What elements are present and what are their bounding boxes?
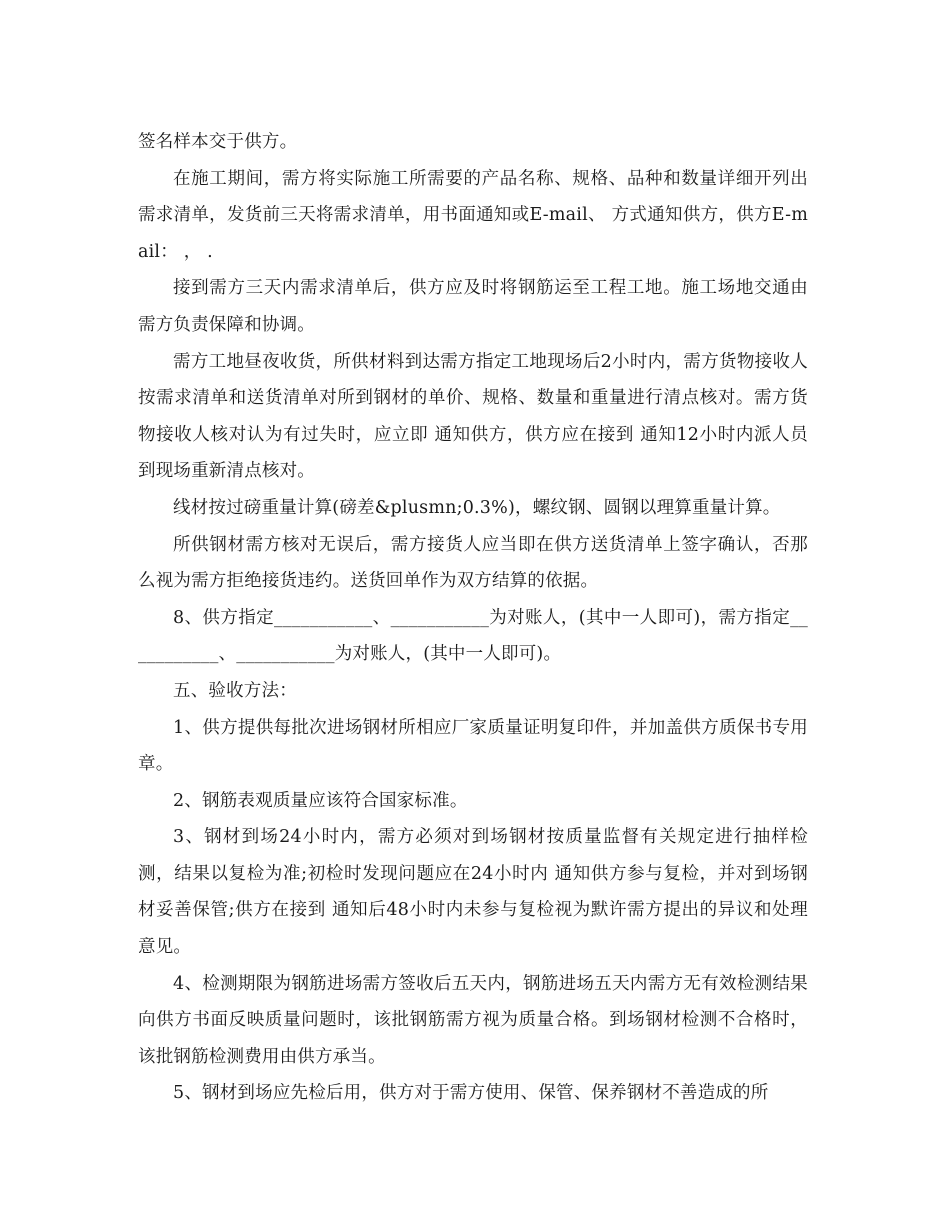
paragraph-acceptance-3: 3、钢材到场24小时内，需方必须对到场钢材按质量监督有关规定进行抽样检测，结果以复检为准;初检时发现问题应在24小时内 通知供方参与复检，并对到场钢材妥善保管;供方在接到 通知后48小时内未参与复检视为默许需方提出的异议和处理意见。: [138, 827, 808, 958]
paragraph-acceptance-1: 1、供方提供每批次进场钢材所相应厂家质量证明复印件，并加盖供方质保书专用章。: [138, 717, 808, 775]
paragraph-acceptance-5: 5、钢材到场应先检后用，供方对于需方使用、保管、保养钢材不善造成的所: [173, 1083, 769, 1104]
paragraph-confirmation: 所供钢材需方核对无误后，需方接货人应当即在供方送货清单上签字确认，否那么视为需方拒绝接货违约。送货回单作为双方结算的依据。: [138, 534, 808, 592]
document-body: [138, 124, 808, 1112]
paragraph-acceptance-2: 2、钢筋表观质量应该符合国家标准。: [173, 790, 468, 811]
paragraph-construction-period: 在施工期间，需方将实际施工所需要的产品名称、规格、品种和数量详细开列出需求清单，发货前三天将需求清单，用书面通知或E-mail、 方式通知供方，供方E-mail： ， .: [138, 168, 808, 262]
paragraph-reconciliation-persons: 8、供方指定___________、___________为对账人，(其中一人即可)，需方指定___________、___________为对账人，(其中一人即可)。: [138, 607, 808, 665]
paragraph-receiving: 需方工地昼夜收货，所供材料到达需方指定工地现场后2小时内，需方货物接收人按需求清单和送货清单对所到钢材的单价、规格、数量和重量进行清点核对。需方货物接收人核对认为有过失时，应立即 通知供方，供方应在接到 通知12小时内派人员到现场重新清点核对。: [138, 351, 808, 482]
paragraph-weight-calculation: 线材按过磅重量计算(磅差&plusmn;0.3%)，螺纹钢、圆钢以理算重量计算。: [173, 497, 781, 518]
paragraph-acceptance-4: 4、检测期限为钢筋进场需方签收后五天内，钢筋进场五天内需方无有效检测结果向供方书面反映质量问题时，该批钢筋需方视为质量合格。到场钢材检测不合格时，该批钢筋检测费用由供方承当。: [138, 973, 808, 1067]
section-heading-acceptance: 五、验收方法：: [173, 680, 297, 701]
paragraph-delivery: 接到需方三天内需求清单后，供方应及时将钢筋运至工程工地。施工场地交通由需方负责保障和协调。: [138, 278, 808, 335]
paragraph-signature-sample: 签名样本交于供方。: [138, 132, 298, 152]
